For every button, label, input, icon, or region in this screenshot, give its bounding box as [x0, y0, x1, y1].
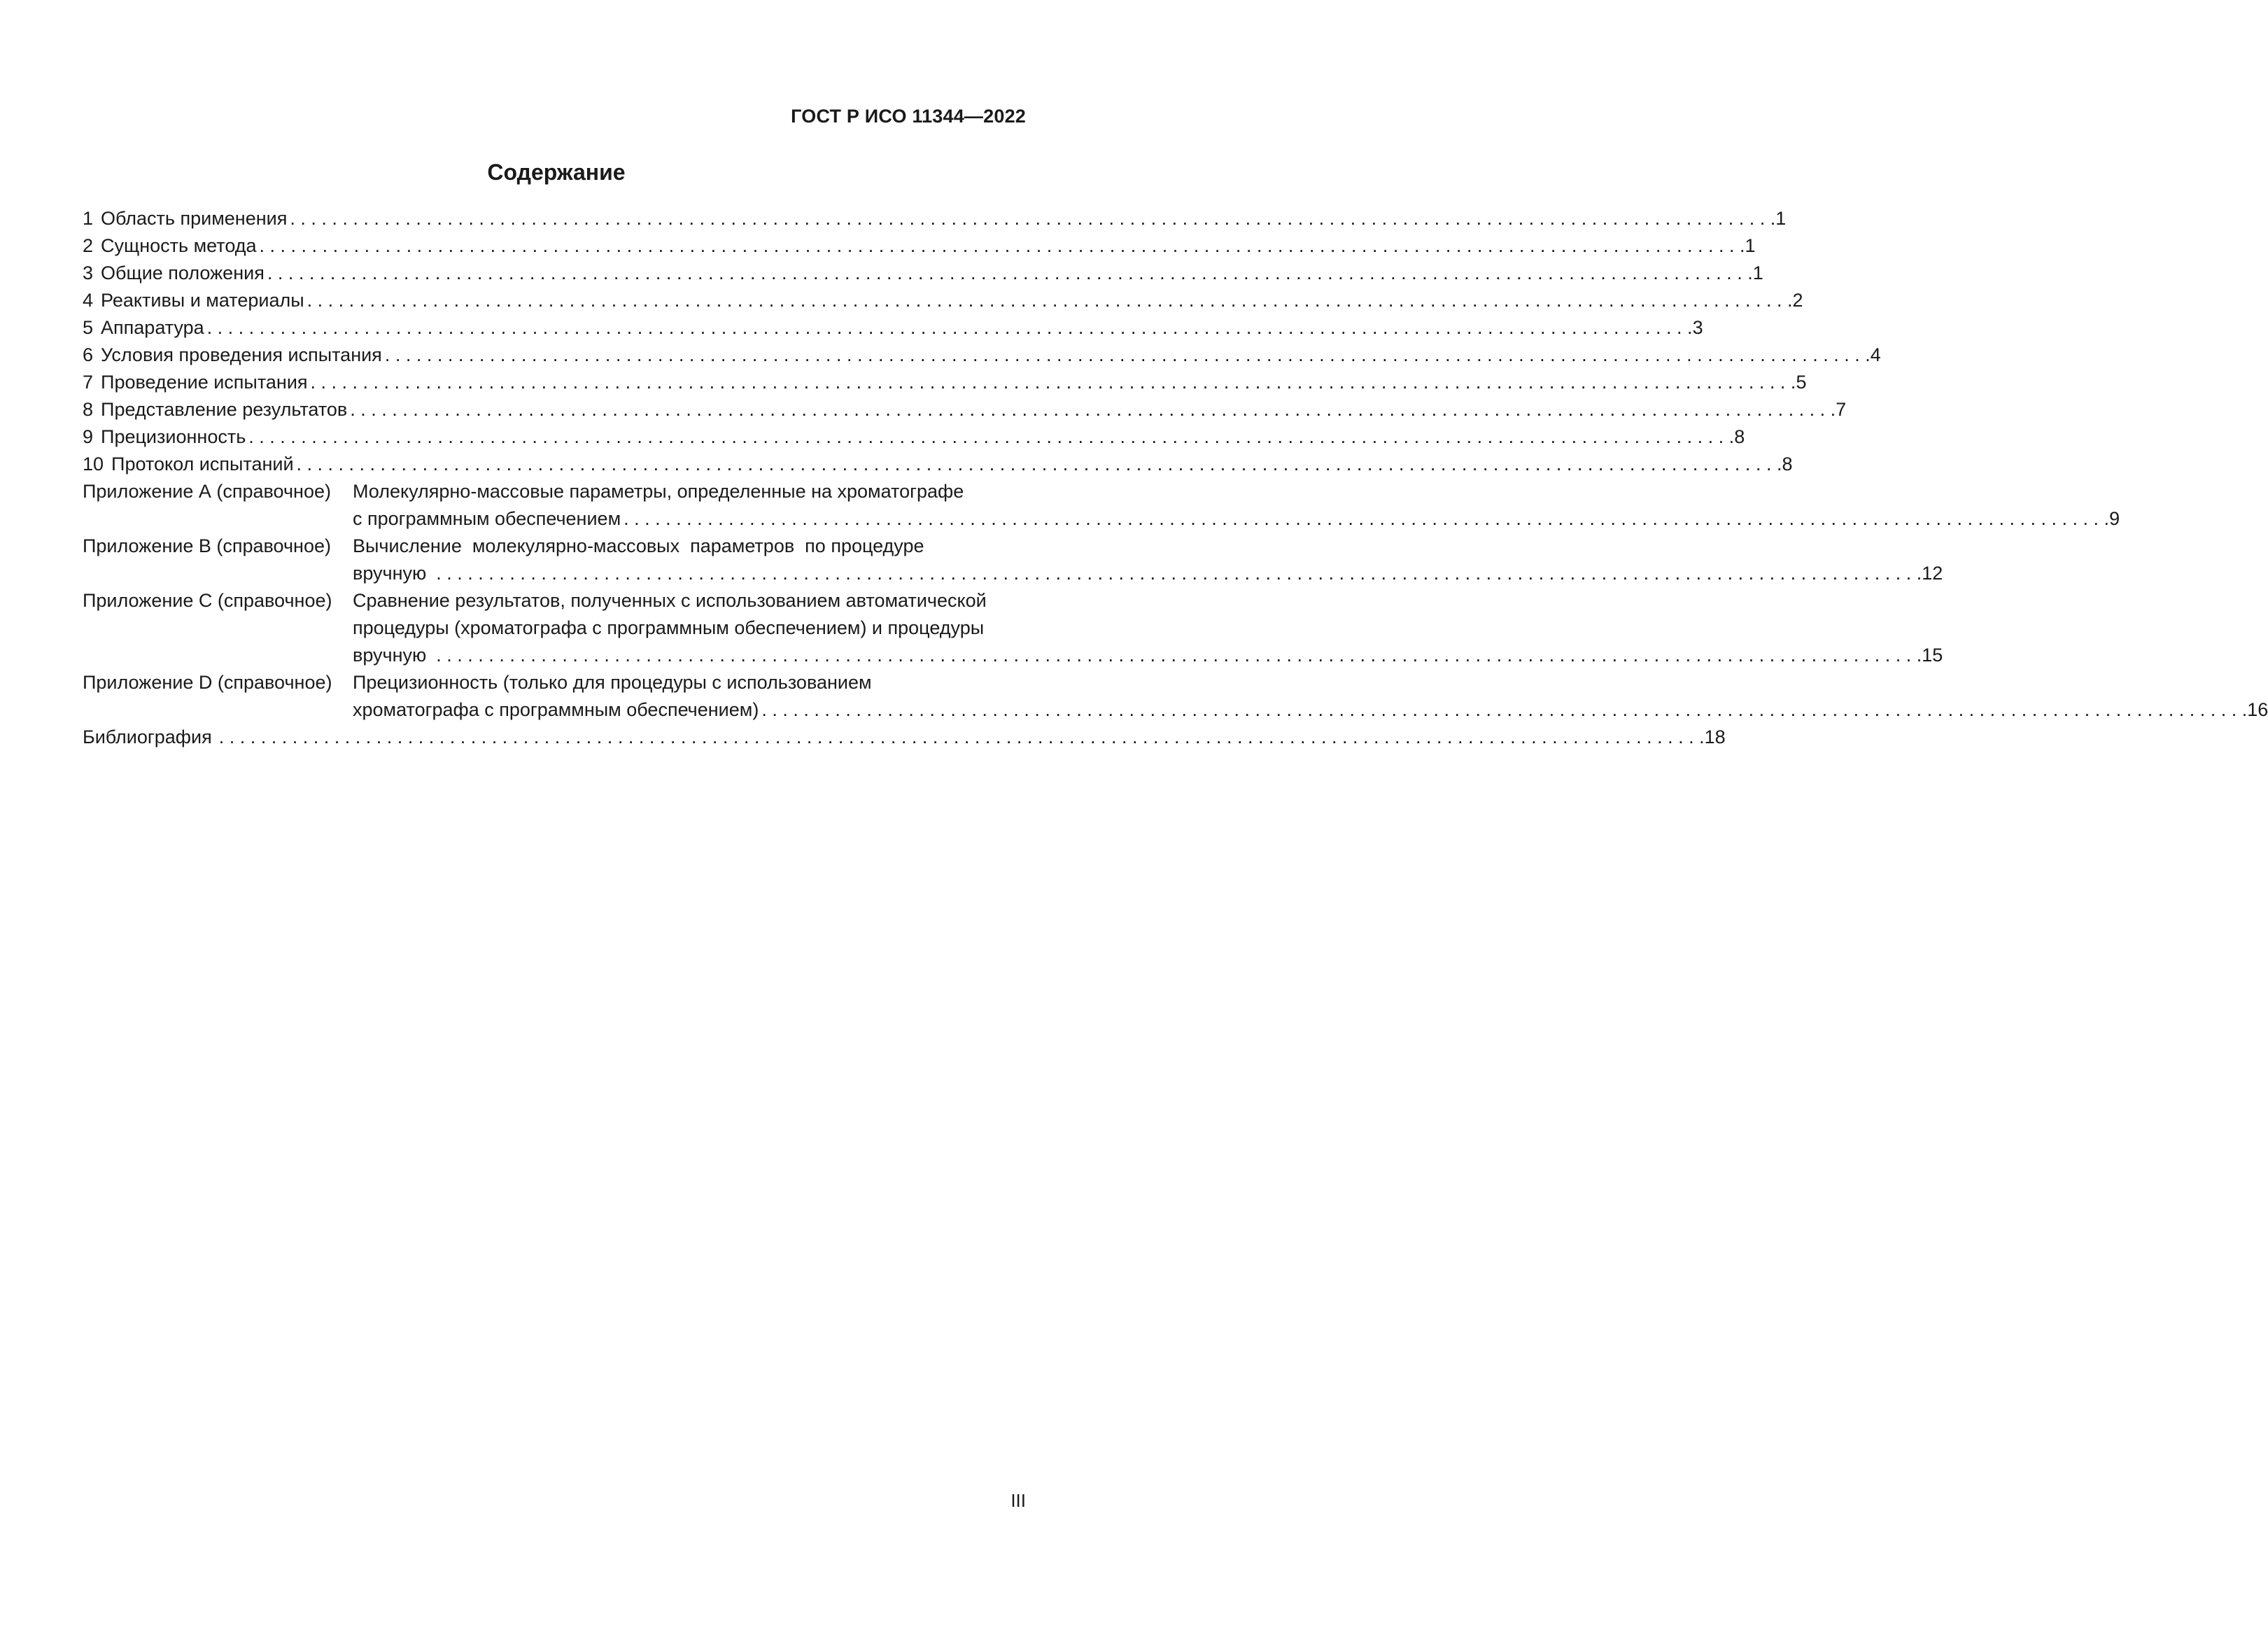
dot-leader — [219, 724, 1705, 751]
appendix-title-line: Вычисление молекулярно-массовых параметров по процедуре — [353, 535, 924, 556]
toc-entry-number: 6 — [83, 344, 94, 365]
toc-entry-number: 4 — [83, 290, 94, 311]
toc-entry-label: Сущность метода — [101, 235, 257, 256]
toc-entry-number: 2 — [83, 235, 94, 256]
toc-entry-page: 12 — [1922, 563, 1943, 584]
toc-entry-page: 7 — [1836, 399, 1847, 420]
toc-entry-number: 1 — [83, 208, 94, 229]
toc-bibliography[interactable] — [83, 724, 1726, 751]
dot-leader — [290, 205, 1775, 232]
toc-entry-label: Библиография — [83, 726, 212, 747]
toc-entry-label: Область применения — [101, 208, 288, 229]
dot-leader — [267, 260, 1753, 287]
appendix-title-line: хроматографа с программным обеспечением) — [353, 699, 759, 720]
table-of-contents — [83, 205, 2268, 751]
toc-entry[interactable] — [83, 451, 1793, 478]
dot-leader — [385, 342, 1871, 369]
toc-entry-number: 7 — [83, 372, 94, 393]
dot-leader — [260, 232, 1745, 260]
toc-entry-page: 8 — [1782, 454, 1793, 475]
toc-entry[interactable] — [83, 369, 1807, 396]
toc-entry-label: Реактивы и материалы — [101, 290, 304, 311]
toc-entry-number: 9 — [83, 426, 94, 447]
dot-leader — [207, 314, 1693, 342]
toc-entry-page: 3 — [1692, 317, 1703, 338]
toc-entry-page: 1 — [1745, 235, 1756, 256]
appendix-prefix: Приложение С (справочное) — [83, 590, 332, 611]
toc-entry-page: 1 — [1775, 208, 1787, 229]
toc-title: Содержание — [487, 160, 626, 185]
toc-entry-number: 10 — [83, 454, 104, 475]
appendix-prefix: Приложение В (справочное) — [83, 535, 331, 556]
toc-entry-label: Прецизионность — [101, 426, 246, 447]
toc-entry-label: Представление результатов — [101, 399, 348, 420]
toc-appendix-c[interactable] — [83, 587, 1943, 669]
toc-entry-label: Протокол испытаний — [111, 454, 294, 475]
dot-leader — [350, 396, 1836, 423]
appendix-title-line: вручную — [353, 563, 427, 584]
toc-entry-number: 8 — [83, 399, 94, 420]
toc-entry[interactable] — [83, 396, 1847, 423]
toc-entry-page: 16 — [2247, 699, 2268, 720]
toc-entry-label: Аппаратура — [101, 317, 204, 338]
toc-appendix-b[interactable] — [83, 533, 1943, 587]
dot-leader — [436, 642, 1922, 669]
toc-entry[interactable] — [83, 342, 1881, 369]
document-code: ГОСТ Р ИСО 11344—2022 — [791, 106, 1026, 127]
toc-entry[interactable] — [83, 423, 1745, 451]
appendix-title-line: вручную — [353, 645, 427, 666]
dot-leader — [761, 696, 2247, 724]
toc-entry-page: 4 — [1870, 344, 1881, 365]
toc-entry[interactable] — [83, 260, 1763, 287]
appendix-title-line: процедуры (хроматографа с программным обеспечением) и процедуры — [353, 617, 985, 638]
dot-leader — [311, 369, 1796, 396]
appendix-title-line: Молекулярно-массовые параметры, определенные на хроматографе — [353, 481, 964, 502]
toc-entry-label: Проведение испытания — [101, 372, 308, 393]
page-number: III — [1010, 1490, 1026, 1511]
toc-entry[interactable] — [83, 287, 1803, 314]
toc-entry-page: 8 — [1734, 426, 1745, 447]
dot-leader — [436, 560, 1922, 587]
toc-entry-number: 3 — [83, 262, 94, 283]
toc-entry[interactable] — [83, 232, 1756, 260]
toc-entry-number: 5 — [83, 317, 94, 338]
toc-entry[interactable] — [83, 314, 1703, 342]
appendix-title-line: Прецизионность (только для процедуры с использованием — [353, 672, 872, 693]
toc-entry-label: Условия проведения испытания — [101, 344, 382, 365]
dot-leader — [307, 287, 1793, 314]
toc-entry-page: 5 — [1796, 372, 1807, 393]
toc-entry-page: 18 — [1704, 726, 1726, 747]
appendix-title-line: Сравнение результатов, полученных с использованием автоматической — [353, 590, 987, 611]
toc-entry-label: Общие положения — [101, 262, 265, 283]
dot-leader — [248, 423, 1734, 451]
appendix-title-line: с программным обеспечением — [353, 508, 621, 529]
toc-entry-page: 2 — [1792, 290, 1803, 311]
toc-entry-page: 15 — [1922, 645, 1943, 666]
toc-appendix-a[interactable] — [83, 478, 2120, 533]
appendix-prefix: Приложение А (справочное) — [83, 481, 331, 502]
appendix-prefix: Приложение D (справочное) — [83, 672, 332, 693]
toc-entry-page: 9 — [2109, 508, 2120, 529]
toc-entry[interactable] — [83, 205, 1787, 232]
dot-leader — [624, 505, 2109, 533]
dot-leader — [297, 451, 1782, 478]
toc-entry-page: 1 — [1752, 262, 1763, 283]
toc-appendix-d[interactable] — [83, 669, 2268, 724]
